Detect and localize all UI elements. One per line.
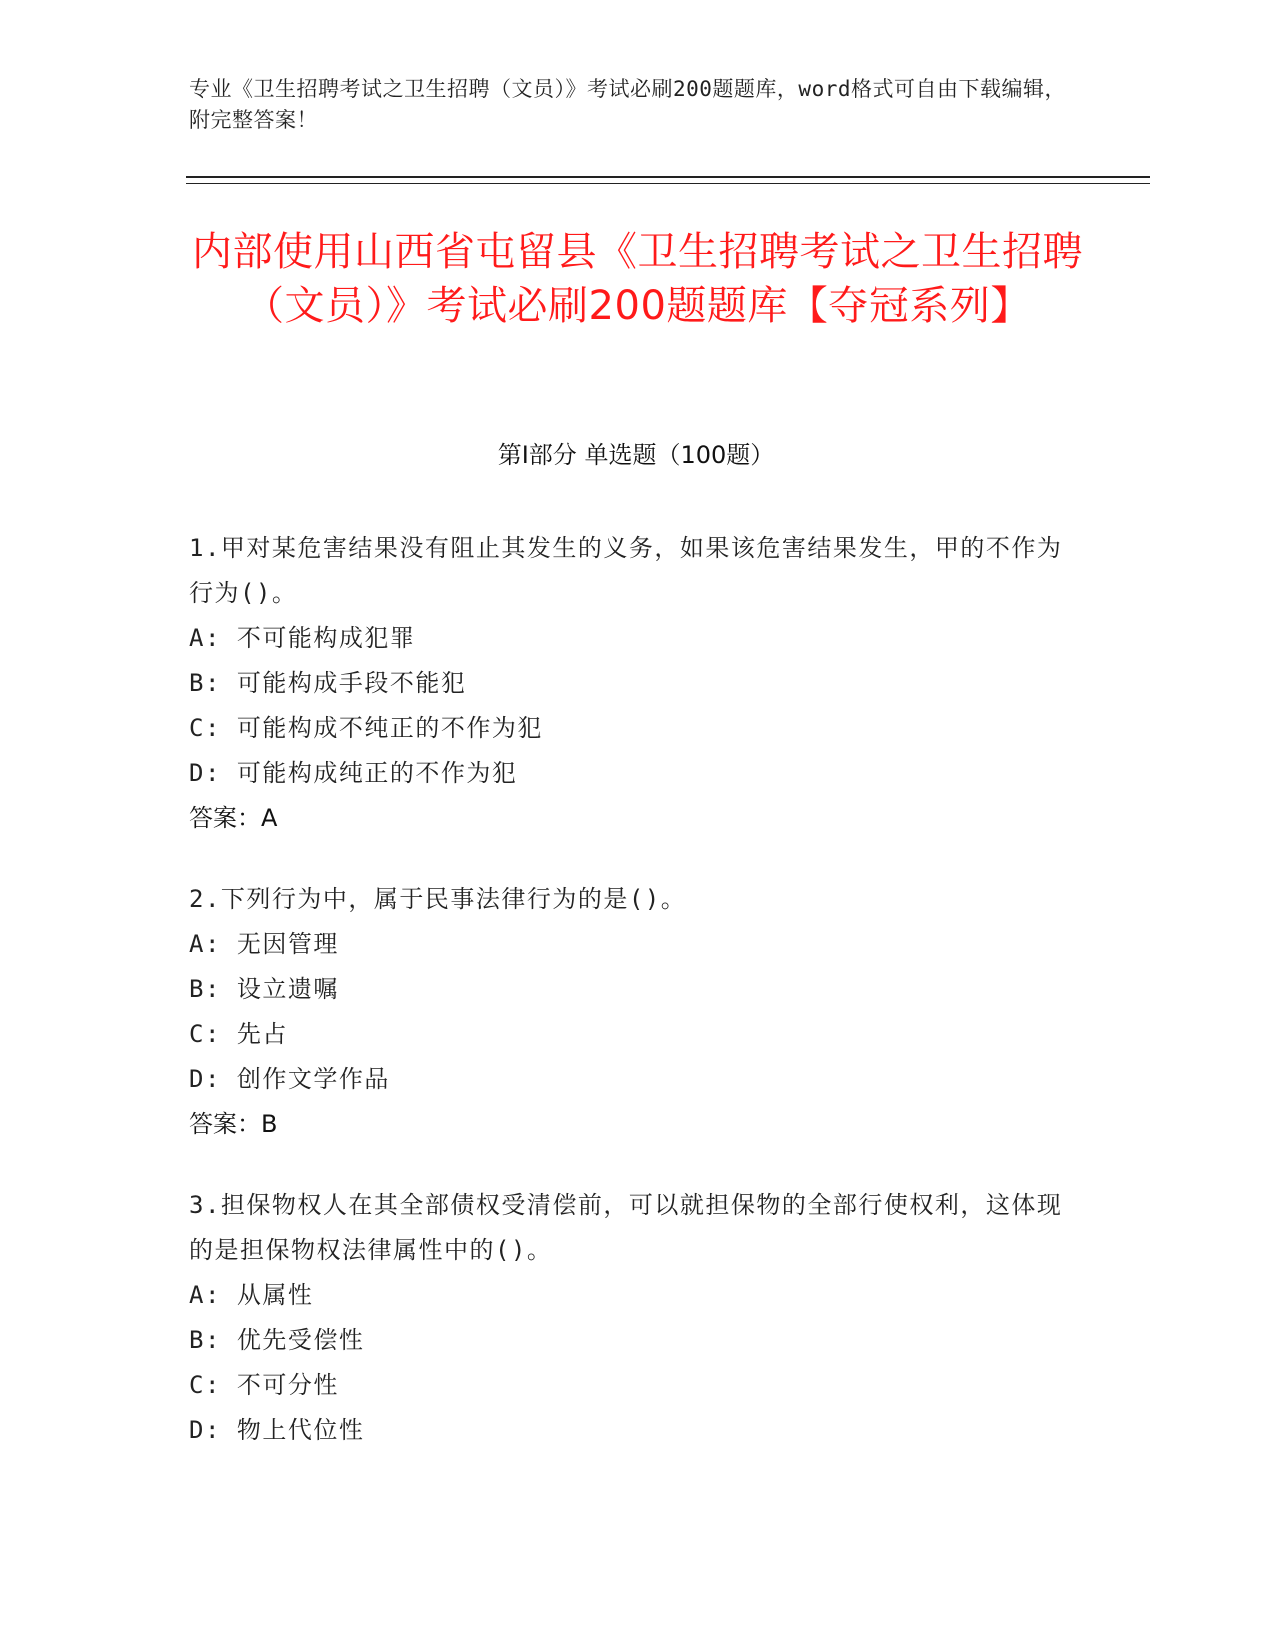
answer-line: 答案：B	[189, 1110, 278, 1138]
header-note: 专业《卫生招聘考试之卫生招聘（文员）》考试必刷200题题库，word格式可自由下载编辑，附完整答案！	[189, 77, 1066, 132]
question-item	[189, 1183, 1069, 1453]
question-text: 3.担保物权人在其全部债权受清偿前，可以就担保物的全部行使权利，这体现的是担保物权法律属性中的()。	[189, 1191, 1063, 1264]
question-item	[189, 877, 1069, 1147]
question-item	[189, 526, 1069, 841]
option-a: A: 不可能构成犯罪	[189, 624, 416, 652]
option-d: D: 可能构成纯正的不作为犯	[189, 759, 518, 787]
option-b: B: 设立遗嘱	[189, 975, 339, 1003]
header-divider-thin	[186, 183, 1150, 184]
option-c: C: 不可分性	[189, 1371, 339, 1399]
section-heading: 第Ⅰ部分 单选题（100题）	[497, 441, 775, 469]
document-title: 内部使用山西省屯留县《卫生招聘考试之卫生招聘（文员）》考试必刷200题题库【夺冠系列】	[192, 229, 1083, 329]
option-b: B: 可能构成手段不能犯	[189, 669, 467, 697]
header-divider-thick	[186, 176, 1150, 178]
question-list	[189, 526, 1069, 1489]
option-a: A: 无因管理	[189, 930, 339, 958]
answer-line: 答案：A	[189, 804, 278, 832]
question-text: 2.下列行为中，属于民事法律行为的是()。	[189, 885, 687, 913]
option-d: D: 物上代位性	[189, 1416, 365, 1444]
option-a: A: 从属性	[189, 1281, 314, 1309]
option-c: C: 可能构成不纯正的不作为犯	[189, 714, 543, 742]
question-text: 1.甲对某危害结果没有阻止其发生的义务，如果该危害结果发生，甲的不作为行为()。	[189, 534, 1063, 607]
option-b: B: 优先受偿性	[189, 1326, 365, 1354]
option-d: D: 创作文学作品	[189, 1065, 390, 1093]
option-c: C: 先占	[189, 1020, 288, 1048]
